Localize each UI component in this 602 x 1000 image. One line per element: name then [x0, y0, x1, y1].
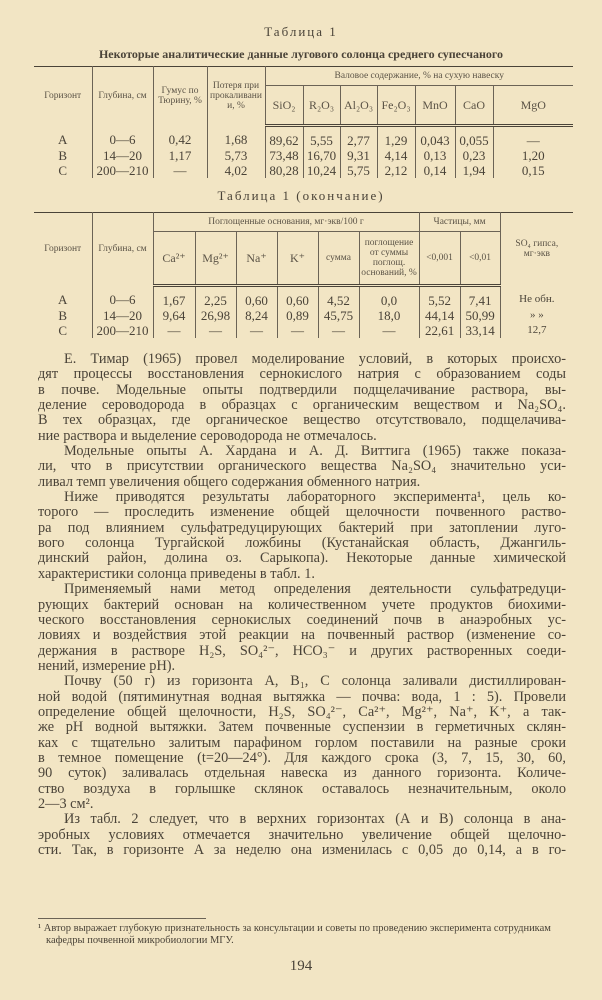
table-cell: —	[153, 323, 195, 338]
table-cell: 45,75	[318, 308, 359, 323]
table-cell: —	[493, 126, 573, 149]
table-cell: 1,20	[493, 148, 573, 163]
table-cell: 9,64	[153, 308, 195, 323]
table-cell: 2,77	[340, 126, 377, 149]
col-header: CaO	[455, 86, 493, 126]
table-cell: 5,73	[207, 148, 265, 163]
table-cell: » »	[500, 308, 573, 323]
text-line: ство воздуха в горлышке склянок оставалось незначительным, около	[38, 780, 566, 797]
text-line: Е. Тимар (1965) провел моделирование условий, в которых происхо-	[64, 351, 566, 367]
footnote-divider	[38, 918, 206, 919]
text-line: 90 суток) заливалась отдельная навеска из данного горизонта. Количе-	[38, 765, 566, 782]
table-cell: —	[359, 323, 419, 338]
text-line: динский район, долина оз. Сарыкопа). Некоторые данные химической	[38, 550, 566, 567]
text-line: деление сероводорода в образцах с органическим веществом и Na₂SO₄.	[38, 397, 566, 414]
col-header: K⁺	[277, 232, 318, 286]
table-cell: 1,17	[153, 148, 207, 163]
table-cell: 0,055	[455, 126, 493, 149]
table-row	[34, 148, 573, 163]
table-cell: 10,24	[303, 163, 340, 178]
table-cell: 89,62	[265, 126, 303, 149]
table1	[34, 66, 573, 178]
text-line: же pH водной вытяжки. Затем почвенные суспензии в герметичных склян-	[38, 719, 566, 736]
text-line: держания в растворе H₂S, SO₄²⁻, HCO₃⁻ и других растворенных соеди-	[38, 642, 566, 659]
table-cell: —	[277, 323, 318, 338]
col-loss: Потеря при прокаливании, %	[207, 67, 265, 126]
text-line: Почву (50 г) из горизонта А, B₁, С солонца заливали дистиллирован-	[64, 673, 566, 690]
table-cell: 0,0	[359, 286, 419, 309]
text-line: сти. Так, в горизонте А за неделю она изменилась с 0,05 до 0,14, а в го-	[38, 842, 566, 858]
table-cell: 7,41	[460, 286, 500, 309]
footnote: ¹ Автор выражает глубокую признательность за консультации и советы по проведению эксперимента сотрудникам кафедры почвенной микробиологии МГУ.	[38, 923, 551, 946]
table-cell: 0,14	[415, 163, 455, 178]
col-header: <0,001	[419, 232, 460, 286]
table-cell: 16,70	[303, 148, 340, 163]
table-row	[34, 126, 573, 149]
table-cell: 1,29	[377, 126, 415, 149]
text-line: ливал темп увеличения общего содержания обменного натрия.	[38, 473, 421, 490]
table-cell: 4,52	[318, 286, 359, 309]
table-cell: 1,68	[207, 126, 265, 149]
text-line: ловиях и воздействия этой реакции на почвенный раствор (изменение со-	[38, 627, 566, 644]
table-cell: 14—20	[92, 308, 153, 323]
table-cell: С	[58, 163, 68, 178]
table-cell: —	[236, 323, 277, 338]
text-line: характеристики солонца приведены в табл. 1.	[38, 565, 315, 582]
table-row	[34, 286, 573, 309]
col-header: MgO	[493, 86, 573, 126]
text-line: эробных условиях отмечается значительно увеличение общей щелочно-	[38, 826, 566, 843]
table-cell: 33,14	[460, 323, 500, 338]
table-cell: 5,52	[419, 286, 460, 309]
table-cell: 5,55	[303, 126, 340, 149]
table-row	[34, 163, 573, 178]
table-cell: 1,67	[153, 286, 195, 309]
col-horizon: Горизонт	[44, 91, 82, 102]
text-line: ной водой (пятиминутная водная вытяжка — почва: вода, 1 : 5). Провели	[38, 688, 566, 705]
text-line: вого солонца Тургайской ложбины (Кустанайская область, Джангиль-	[38, 535, 566, 552]
text-line: В тех образцах, где органическое вещество отсутствовало, подщелачива-	[38, 412, 566, 429]
table-cell: 0,60	[277, 286, 318, 309]
table-cell: 9,31	[340, 148, 377, 163]
table-cell: 0,60	[236, 286, 277, 309]
table-cell: 0,043	[415, 126, 455, 149]
table-cell: А	[58, 132, 68, 148]
table-cell: 0,89	[277, 308, 318, 323]
table-cell: 26,98	[195, 308, 236, 323]
col-humus: Гумус по Тюрину, %	[153, 67, 207, 126]
text-line: рующих бактерий основан на количественном учете продуктов биохими-	[38, 596, 566, 613]
text-line: нений, измерение pH).	[38, 657, 176, 674]
text-line: 2—3 см².	[38, 795, 94, 812]
table1-subtitle: Некоторые аналитические данные лугового солонца среднего супесчаного	[98, 47, 504, 61]
table-cell: А	[58, 292, 68, 308]
table-cell: В	[58, 308, 68, 323]
table-cell: 2,12	[377, 163, 415, 178]
col-header: R₂O₃	[303, 86, 340, 126]
col-horizon: Горизонт	[44, 244, 82, 255]
text-line: ли, что в присутствии органического вещества Na₂SO₄ значительно уси-	[38, 458, 566, 475]
col-depth: Глубина, см	[92, 67, 153, 126]
text-line: ках с тщательно залитым парафином горлом поставили на разные сроки	[38, 734, 566, 751]
table-cell: —	[195, 323, 236, 338]
table-cell: 0,13	[415, 148, 455, 163]
text-line: в почве. Модельные опыты подтвердили подщелачивание раствора, вы-	[38, 381, 566, 398]
page-content	[0, 24, 602, 858]
col-so4: SO₄ гипса, мг·экв	[500, 213, 573, 286]
table-cell: С	[58, 323, 68, 338]
text-line: ра под влиянием сульфатредуцирующих бактерий при затоплении луго-	[38, 519, 566, 536]
col-group-particles: Частицы, мм	[419, 213, 500, 232]
table-cell: 12,7	[500, 323, 573, 338]
table-cell: 2,25	[195, 286, 236, 309]
col-header: <0,01	[460, 232, 500, 286]
table1-title: Таблица 1	[264, 24, 338, 39]
col-header: Na⁺	[236, 232, 277, 286]
col-header: Fe₂O₃	[377, 86, 415, 126]
table-cell: —	[153, 163, 207, 178]
table-cell: 50,99	[460, 308, 500, 323]
text-line: Модельные опыты А. Хардана и А. Д. Виттига (1965) также показа-	[64, 443, 566, 460]
text-line: дят процессы восстановления сернокислого натрия с образованием соды	[38, 366, 566, 383]
text-line: Ниже приводятся результаты лабораторного эксперимента¹, цель ко-	[64, 489, 566, 506]
col-group-bulk: Валовое содержание, % на сухую навеску	[265, 67, 573, 86]
col-header: сумма	[318, 232, 359, 286]
table-cell: 0,23	[455, 148, 493, 163]
table1b-title: Таблица 1 (окончание)	[217, 188, 385, 203]
table-cell: В	[58, 148, 68, 163]
col-header: Al₂O₃	[340, 86, 377, 126]
table-cell: 4,02	[207, 163, 265, 178]
text-line: ние раствора и выделение сероводорода не отмечалось.	[38, 427, 377, 444]
table-cell: 0,42	[153, 126, 207, 149]
page-number: 194	[289, 958, 313, 974]
text-line: Из табл. 2 следует, что в верхних горизонтах (А и В) солонца в ана-	[64, 811, 566, 828]
table-cell: 200—210	[92, 323, 153, 338]
text-line: определение общей щелочности, H₂S, SO₄²⁻, Ca²⁺, Mg²⁺, Na⁺, K⁺, а так-	[38, 703, 566, 720]
body-text	[38, 352, 566, 858]
text-line: Применяемый нами метод определения деятельности сульфатредуци-	[64, 581, 566, 598]
table-cell: 0—6	[92, 126, 153, 149]
table-row	[34, 323, 573, 338]
table-cell: 200—210	[92, 163, 153, 178]
text-line: ческого восстановления сернокислых соединений почв в анаэробных ус-	[38, 611, 566, 628]
table-cell: 4,14	[377, 148, 415, 163]
col-group-absorbed: Поглощенные основания, мг·экв/100 г	[153, 213, 419, 232]
table-cell: 73,48	[265, 148, 303, 163]
col-header: MnO	[415, 86, 455, 126]
table-cell: 44,14	[419, 308, 460, 323]
table-cell: 80,28	[265, 163, 303, 178]
table-cell: 0—6	[92, 286, 153, 309]
table-cell: 0,15	[493, 163, 573, 178]
table-row	[34, 308, 573, 323]
table-cell: 22,61	[419, 323, 460, 338]
table-cell: 8,24	[236, 308, 277, 323]
table-cell: Не обн.	[500, 286, 573, 309]
col-header: поглощение от суммы поглощ. оснований, %	[359, 232, 419, 286]
text-line: торого — проследить изменение общей щелочности почвенного раство-	[38, 504, 566, 521]
table-cell: 14—20	[92, 148, 153, 163]
col-depth: Глубина, см	[92, 213, 153, 286]
text-line: в темное помещение (t=20—24°). Для каждого срока (3, 7, 15, 30, 60,	[38, 749, 566, 766]
table-cell: 5,75	[340, 163, 377, 178]
col-header: Ca²⁺	[153, 232, 195, 286]
col-header: SiO₂	[265, 86, 303, 126]
table-cell: 1,94	[455, 163, 493, 178]
table1-continued	[34, 212, 573, 338]
table-cell: —	[318, 323, 359, 338]
table-cell: 18,0	[359, 308, 419, 323]
col-header: Mg²⁺	[195, 232, 236, 286]
